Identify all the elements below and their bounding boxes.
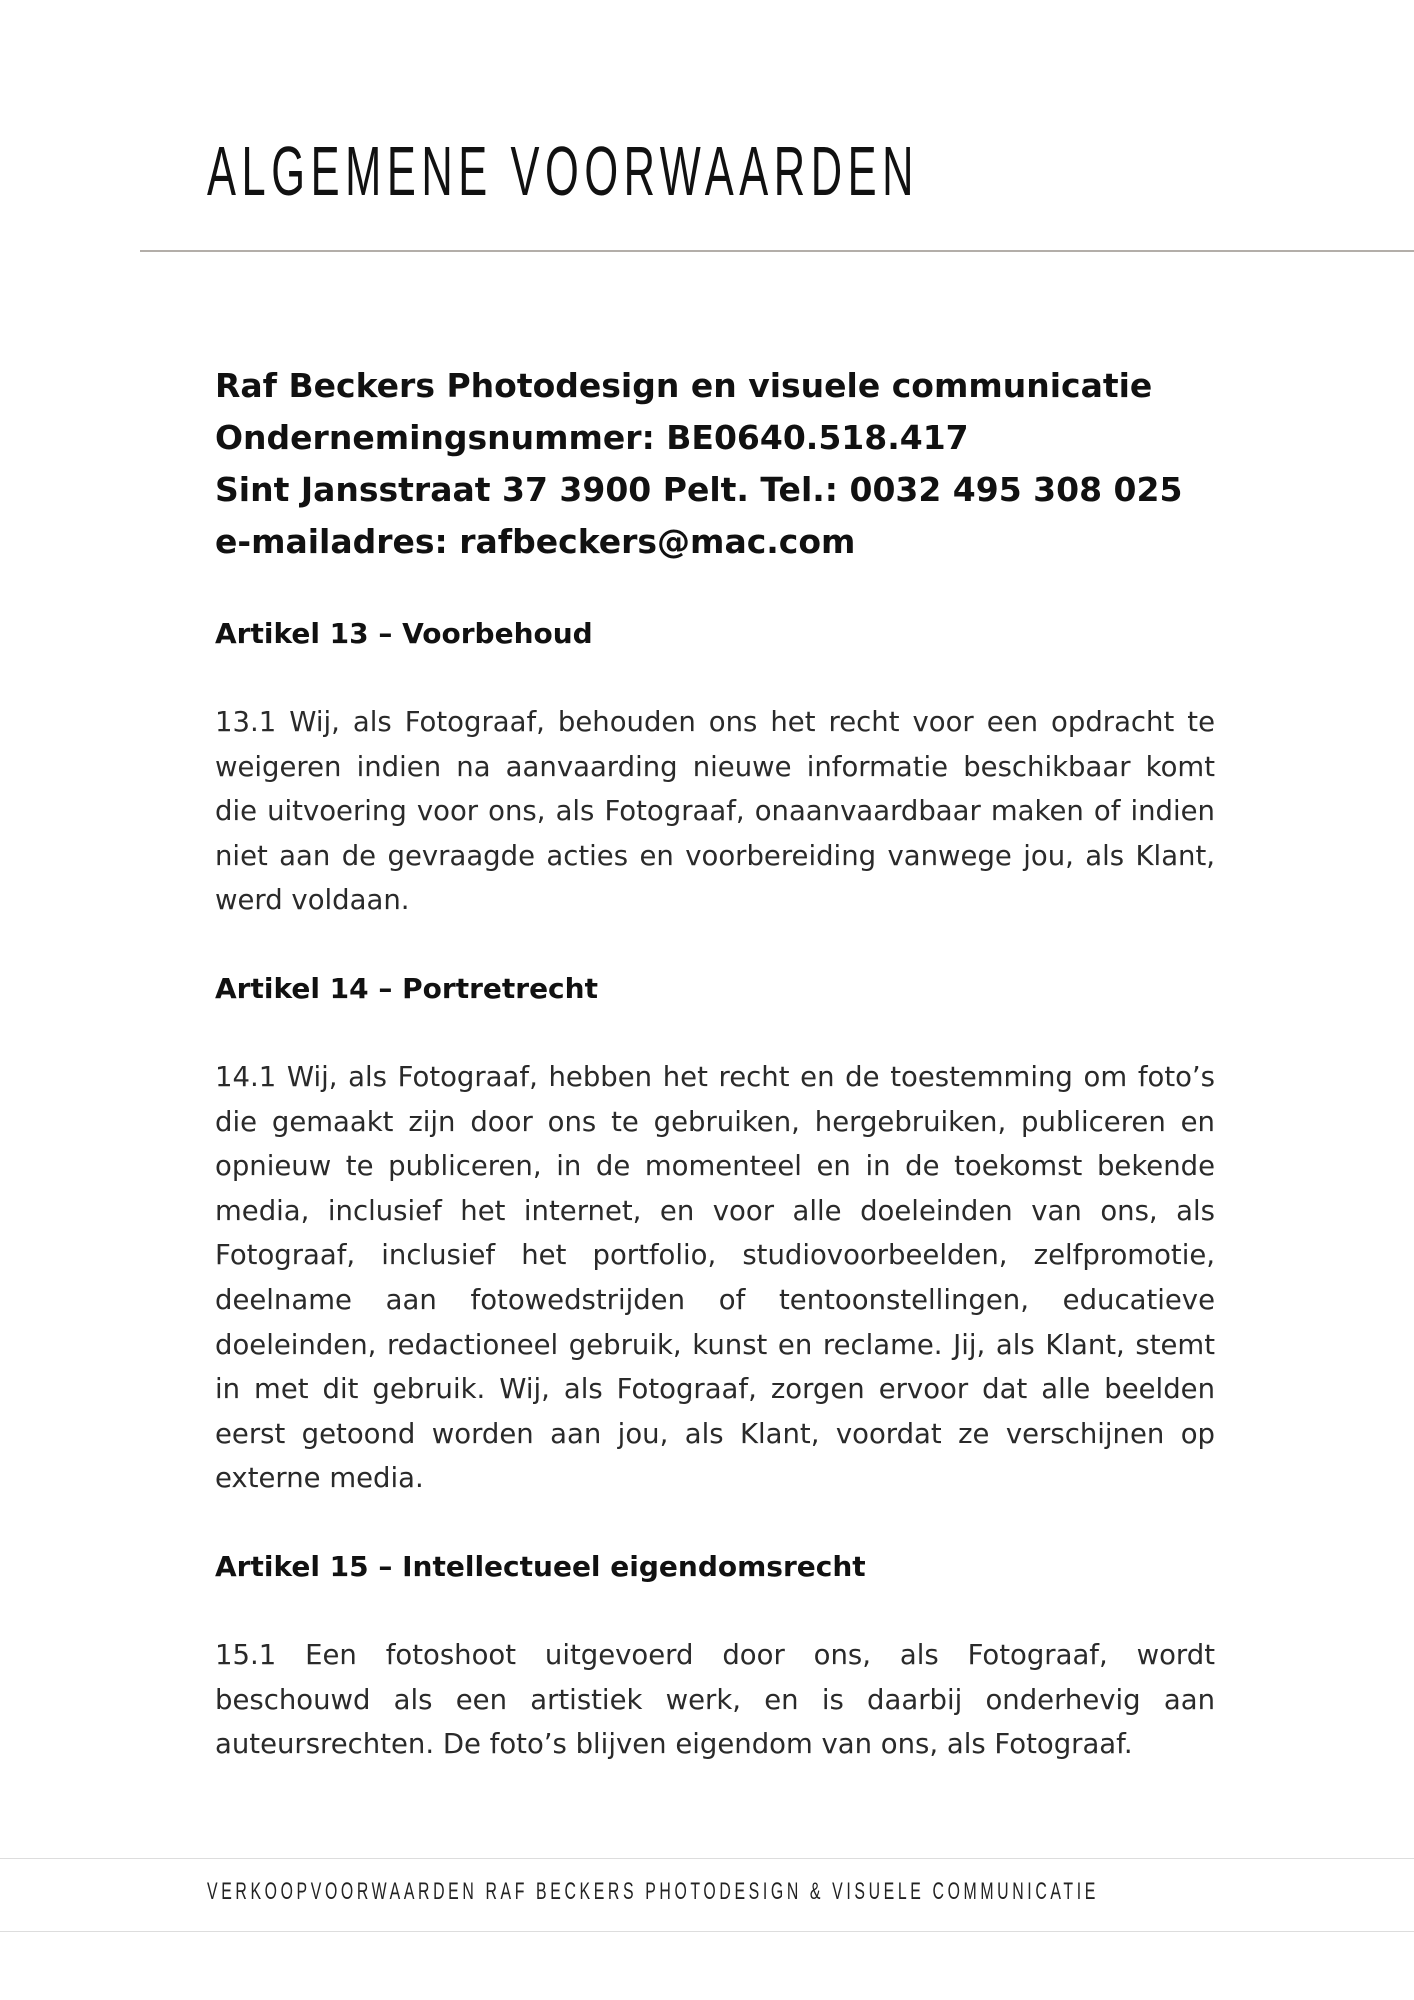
article-heading: Artikel 15 – Intellectueel eigendomsrecht xyxy=(215,1549,866,1583)
articles-section xyxy=(215,612,1215,1811)
page-title: ALGEMENE VOORWAARDEN xyxy=(207,132,920,210)
article-15 xyxy=(215,1545,1215,1767)
article-body: 15.1 Een fotoshoot uitgevoerd door ons, als Fotograaf, wordt beschouwd als een artistiek werk, en is daarbij onderhevig aan auteursrechten. De foto’s blijven eigendom van ons, als Fotograaf. xyxy=(215,1638,1215,1761)
company-address: Sint Jansstraat 37 3900 Pelt. Tel.: 0032 495 308 025 xyxy=(215,470,1183,509)
company-email: e-mailadres: rafbeckers@mac.com xyxy=(215,522,856,561)
company-name: Raf Beckers Photodesign en visuele communicatie xyxy=(215,366,1153,405)
article-heading: Artikel 14 – Portretrecht xyxy=(215,971,598,1005)
company-registration: Ondernemingsnummer: BE0640.518.417 xyxy=(215,418,969,457)
article-body: 14.1 Wij, als Fotograaf, hebben het recht en de toestemming om foto’s die gemaakt zijn door ons te gebruiken, hergebruiken, publiceren en opnieuw te publiceren, in de momenteel en in de toekomst bekende media, inclusief het internet, en voor alle doeleinden van ons, als Fotograaf, inclusief het portfolio, studiovoorbeelden, zelfpromotie, deelname aan fotowedstrijden of tentoonstellingen, educatieve doeleinden, redactioneel gebruik, kunst en reclame. Jij, als Klant, stemt in met dit gebruik. Wij, als Fotograaf, zorgen ervoor dat alle beelden eerst getoond worden aan jou, als Klant, voordat ze verschijnen op externe media. xyxy=(215,1060,1215,1495)
company-info xyxy=(215,360,1215,568)
title-divider xyxy=(140,250,1414,252)
footer-divider-bottom xyxy=(0,1931,1414,1932)
article-heading: Artikel 13 – Voorbehoud xyxy=(215,617,593,650)
article-body: 13.1 Wij, als Fotograaf, behouden ons het recht voor een opdracht te weigeren indien na aanvaarding nieuwe informatie beschikbaar komt die uitvoering voor ons, als Fotograaf, onaanvaardbaar maken of indien niet aan de gevraagde acties en voorbereiding vanwege jou, als Klant, werd voldaan. xyxy=(215,706,1215,917)
article-13 xyxy=(215,612,1215,923)
footer-divider-top xyxy=(0,1858,1414,1859)
article-14 xyxy=(215,967,1215,1501)
footer-text: VERKOOPVOORWAARDEN RAF BECKERS PHOTODESIGN & VISUELE COMMUNICATIE xyxy=(207,1878,1099,1905)
